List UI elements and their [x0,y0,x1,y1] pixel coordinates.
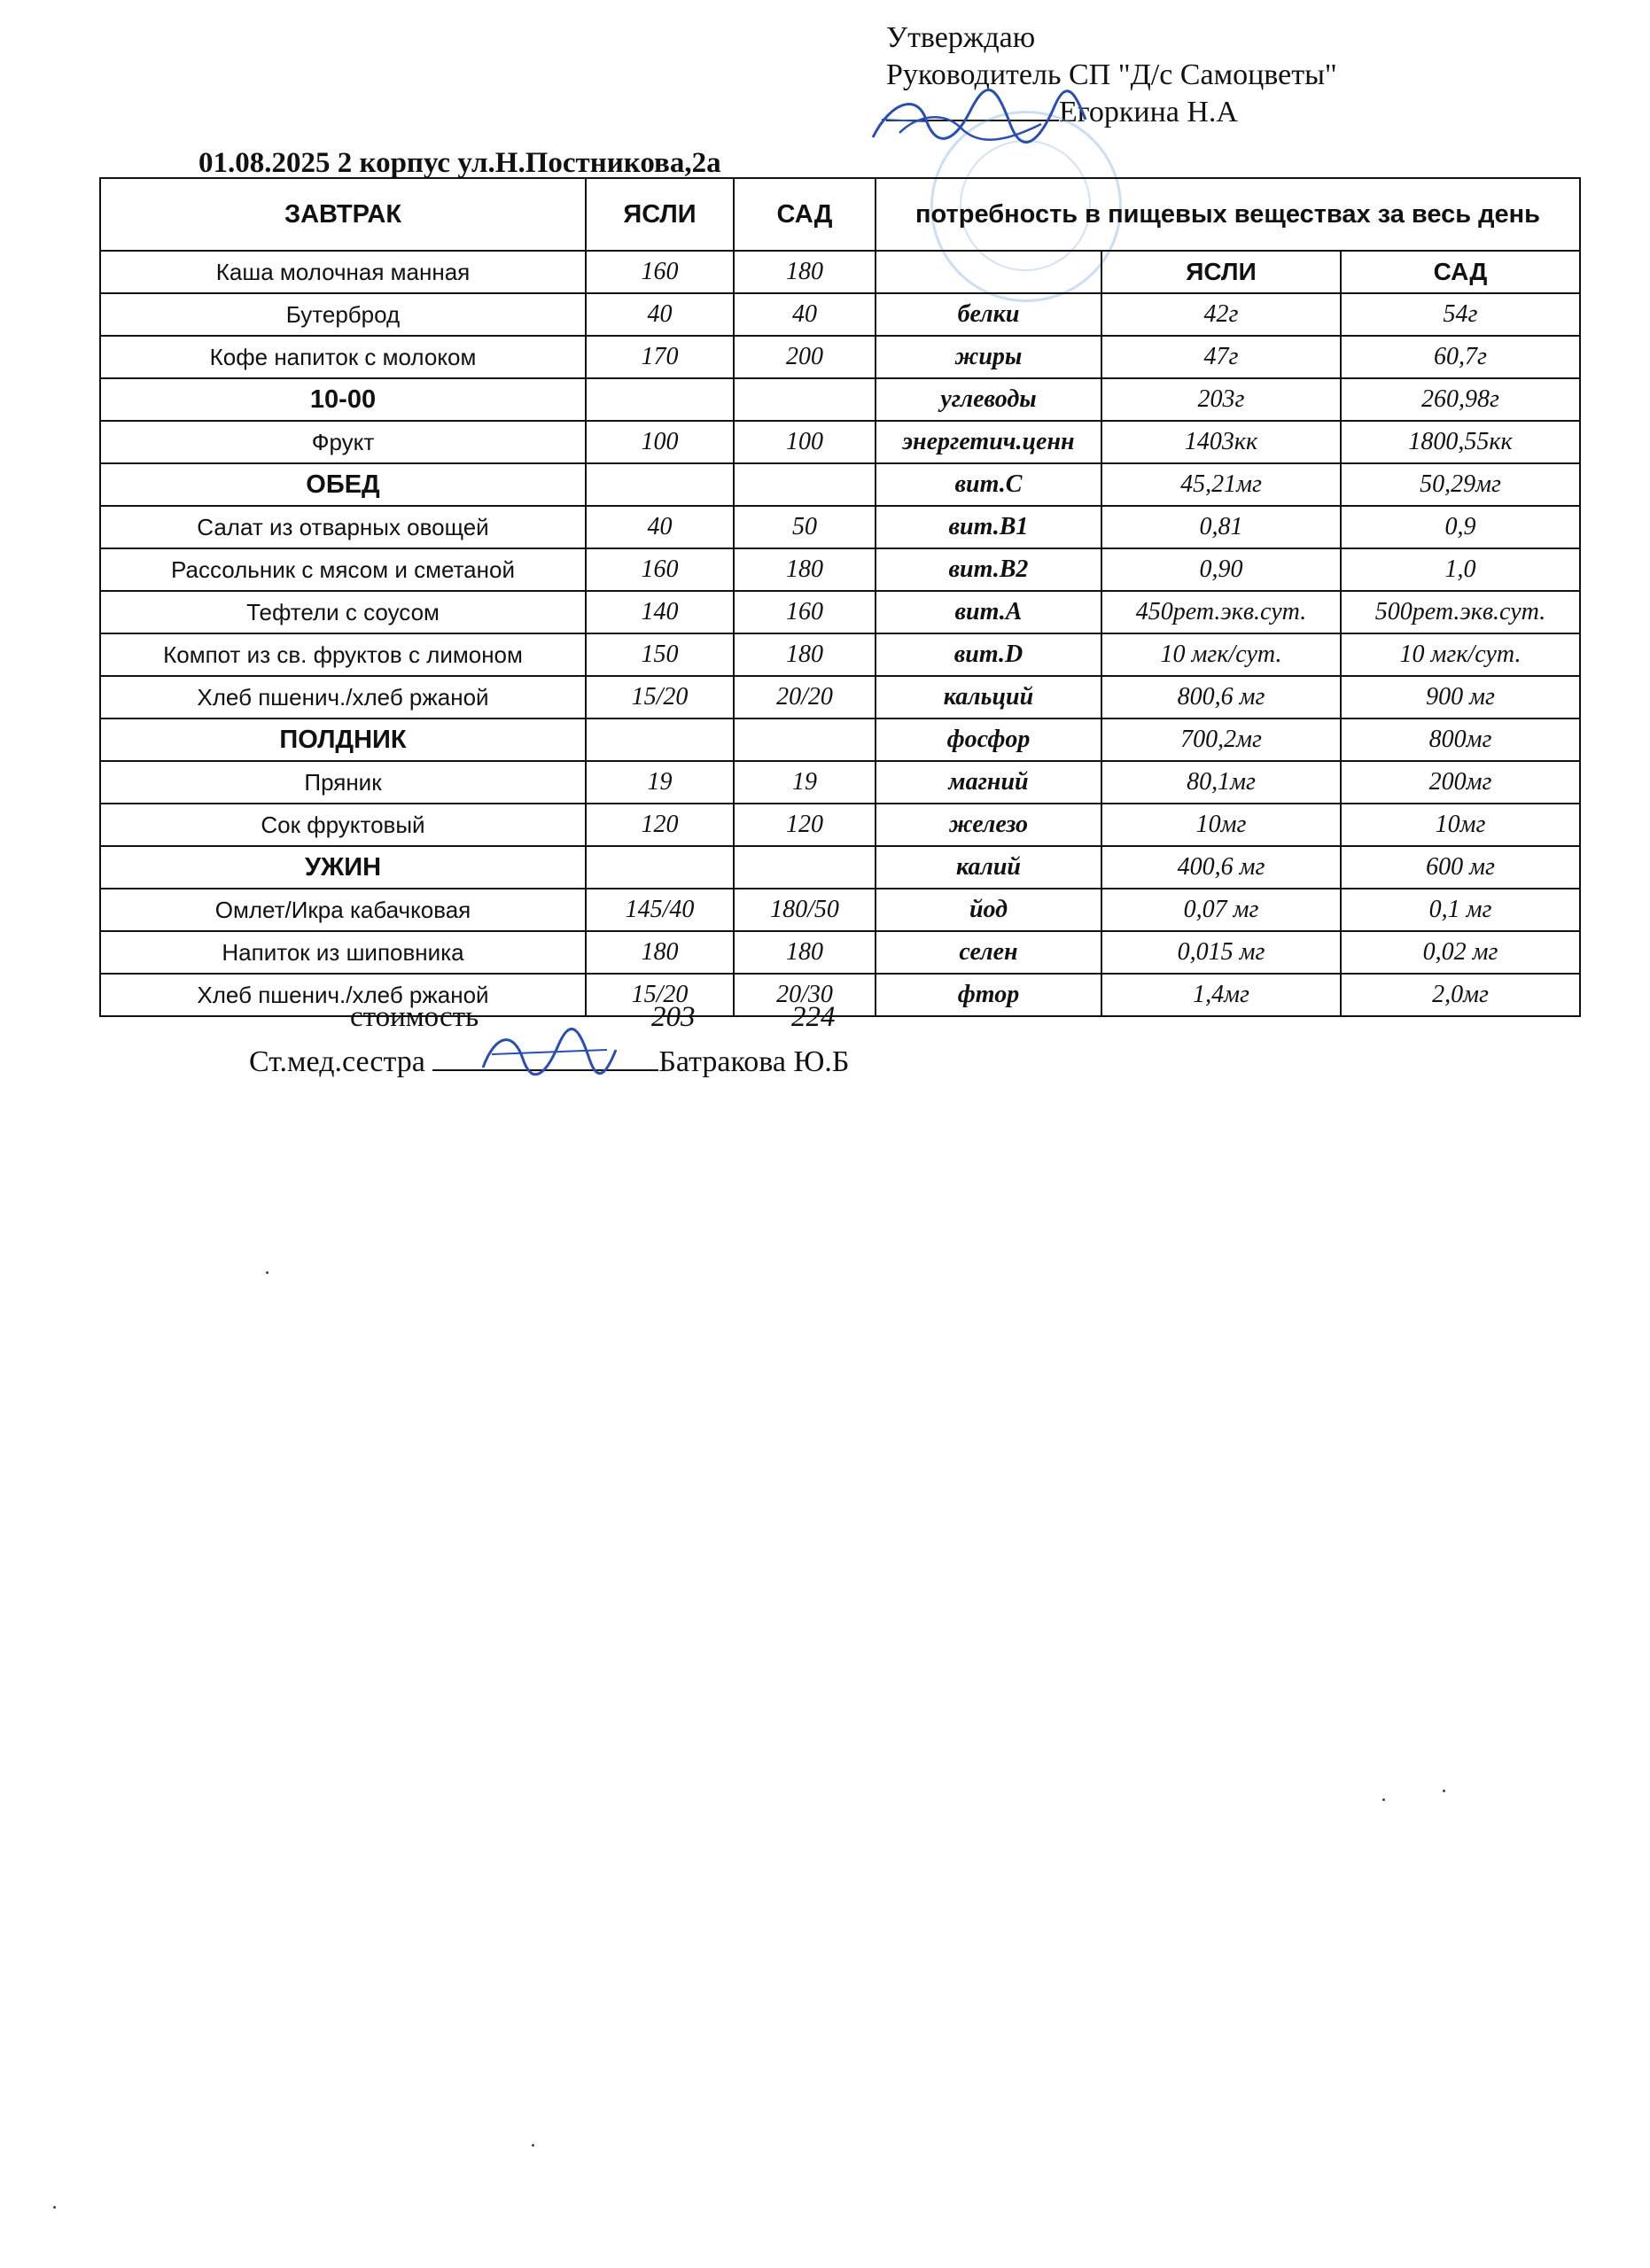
table-row [100,931,1580,974]
table-row [100,506,1580,548]
header-garden: САД [734,178,876,251]
garden-portion: 20/20 [734,676,876,718]
table-row [100,676,1580,718]
table-row [100,421,1580,463]
subheader-garden: САД [1341,251,1580,293]
approval-name: Егоркина Н.А [1059,96,1238,128]
table-row [100,251,1580,293]
nutrient-garden-value: 1,0 [1341,548,1580,591]
table-row [100,804,1580,846]
nutrient-nursery-value: 0,90 [1101,548,1341,591]
nursery-portion: 160 [586,548,734,591]
header-nutrient-needs: потребность в пищевых веществах за весь день [876,178,1580,251]
header-nursery: ЯСЛИ [586,178,734,251]
nursery-portion: 15/20 [586,676,734,718]
table-row [100,336,1580,378]
menu-date-address: 01.08.2025 2 корпус ул.Н.Постникова,2а [198,147,721,179]
footer-name: Батракова Ю.Б [658,1045,850,1078]
garden-portion: 120 [734,804,876,846]
nursery-portion [586,718,734,761]
nursery-portion [586,463,734,506]
nutrient-nursery-value: 45,21мг [1101,463,1341,506]
cost-nursery: 203 [651,1001,696,1033]
nutrient-garden-value: 50,29мг [1341,463,1580,506]
meal-section-label: УЖИН [100,846,586,889]
garden-portion: 180 [734,633,876,676]
nutrient-nursery-value: 42г [1101,293,1341,336]
dish-name: Бутерброд [100,293,586,336]
scan-speck [1382,1798,1385,1801]
dish-name: Напиток из шиповника [100,931,586,974]
nutrient-garden-value: 900 мг [1341,676,1580,718]
nursery-portion: 145/40 [586,889,734,931]
header-meal: ЗАВТРАК [100,178,586,251]
dish-name: Омлет/Икра кабачковая [100,889,586,931]
table-row [100,633,1580,676]
scan-speck [266,1271,269,1274]
subheader-nursery: ЯСЛИ [1101,251,1341,293]
menu-table [99,177,1581,1017]
dish-name: Компот из св. фруктов с лимоном [100,633,586,676]
nutrient-nursery-value: 10 мгк/сут. [1101,633,1341,676]
nutrient-garden-value: 10 мгк/сут. [1341,633,1580,676]
nutrient-nursery-value: 203г [1101,378,1341,421]
nursery-portion: 170 [586,336,734,378]
garden-portion [734,718,876,761]
meal-section-label: 10-00 [100,378,586,421]
dish-name: Кофе напиток с молоком [100,336,586,378]
nursery-portion: 150 [586,633,734,676]
nutrient-name: вит.В1 [876,506,1101,548]
dish-name: Салат из отварных овощей [100,506,586,548]
nursery-portion: 40 [586,506,734,548]
dish-name: Рассольник с мясом и сметаной [100,548,586,591]
nutrient-name: энергетич.ценн [876,421,1101,463]
nutrient-name [876,251,1101,293]
nutrient-name: фтор [876,974,1101,1016]
nursery-portion: 40 [586,293,734,336]
dish-name: Сок фруктовый [100,804,586,846]
garden-portion: 19 [734,761,876,804]
garden-portion: 200 [734,336,876,378]
nutrient-garden-value: 800мг [1341,718,1580,761]
nutrient-nursery-value: 400,6 мг [1101,846,1341,889]
garden-portion: 180 [734,548,876,591]
nutrient-nursery-value: 1403кк [1101,421,1341,463]
nursery-portion: 180 [586,931,734,974]
nursery-portion [586,846,734,889]
garden-portion: 180 [734,251,876,293]
nutrient-nursery-value: 0,07 мг [1101,889,1341,931]
garden-portion: 180 [734,931,876,974]
dish-name: Пряник [100,761,586,804]
scan-speck [53,2206,56,2209]
meal-section-label: ПОЛДНИК [100,718,586,761]
nutrient-name: йод [876,889,1101,931]
table-row [100,889,1580,931]
nursery-portion: 19 [586,761,734,804]
garden-portion: 160 [734,591,876,633]
table-row [100,974,1580,1016]
nutrient-nursery-value: 0,015 мг [1101,931,1341,974]
nutrient-name: железо [876,804,1101,846]
cost-garden: 224 [791,1001,836,1033]
nutrient-name: селен [876,931,1101,974]
nutrient-name: углеводы [876,378,1101,421]
meal-section-label: ОБЕД [100,463,586,506]
nutrient-garden-value: 200мг [1341,761,1580,804]
garden-portion [734,846,876,889]
table-row [100,293,1580,336]
nutrient-garden-value: 2,0мг [1341,974,1580,1016]
nurse-signature [474,1023,625,1085]
dish-name: Хлеб пшенич./хлеб ржаной [100,974,586,1016]
footer-role: Ст.мед.сестра [249,1045,425,1078]
nursery-portion: 100 [586,421,734,463]
nutrient-name: калий [876,846,1101,889]
nutrient-garden-value: 10мг [1341,804,1580,846]
nutrient-garden-value: 0,02 мг [1341,931,1580,974]
nutrient-garden-value: 0,1 мг [1341,889,1580,931]
nutrient-garden-value: 60,7г [1341,336,1580,378]
nutrient-name: кальций [876,676,1101,718]
nutrient-garden-value: 54г [1341,293,1580,336]
nursery-portion: 120 [586,804,734,846]
cost-label: стоимость [350,1001,479,1033]
dish-name: Хлеб пшенич./хлеб ржаной [100,676,586,718]
nutrient-nursery-value: 80,1мг [1101,761,1341,804]
garden-portion [734,378,876,421]
nutrient-garden-value: 260,98г [1341,378,1580,421]
garden-portion: 180/50 [734,889,876,931]
table-row [100,718,1580,761]
nutrient-name: вит.В2 [876,548,1101,591]
nutrient-name: магний [876,761,1101,804]
nutrient-nursery-value: 800,6 мг [1101,676,1341,718]
garden-portion [734,463,876,506]
nutrient-name: фосфор [876,718,1101,761]
dish-name: Каша молочная манная [100,251,586,293]
scan-speck [1443,1790,1445,1792]
nutrient-name: жиры [876,336,1101,378]
director-signature [864,84,1094,155]
nutrient-name: белки [876,293,1101,336]
nutrient-nursery-value: 450рет.экв.сут. [1101,591,1341,633]
garden-portion: 100 [734,421,876,463]
scan-speck [532,2144,534,2147]
nutrient-nursery-value: 10мг [1101,804,1341,846]
nutrient-garden-value: 600 мг [1341,846,1580,889]
nutrient-name: вит.С [876,463,1101,506]
table-row [100,548,1580,591]
nursery-portion: 140 [586,591,734,633]
table-row [100,846,1580,889]
table-header-row [100,178,1580,251]
nutrient-nursery-value: 47г [1101,336,1341,378]
table-row [100,378,1580,421]
nutrient-name: вит.D [876,633,1101,676]
table-row [100,591,1580,633]
table-row [100,463,1580,506]
nursery-portion: 15/20 [586,974,734,1016]
garden-portion: 20/30 [734,974,876,1016]
nutrient-garden-value: 0,9 [1341,506,1580,548]
nursery-portion: 160 [586,251,734,293]
dish-name: Тефтели с соусом [100,591,586,633]
nutrient-garden-value: 1800,55кк [1341,421,1580,463]
nutrient-nursery-value: 1,4мг [1101,974,1341,1016]
nutrient-nursery-value: 700,2мг [1101,718,1341,761]
garden-portion: 40 [734,293,876,336]
nutrient-garden-value: 500рет.экв.сут. [1341,591,1580,633]
approval-position: Руководитель СП "Д/с Самоцветы" [886,58,1337,91]
dish-name: Фрукт [100,421,586,463]
garden-portion: 50 [734,506,876,548]
nursery-portion [586,378,734,421]
approval-title: Утверждаю [886,21,1036,54]
nutrient-name: вит.А [876,591,1101,633]
nutrient-nursery-value: 0,81 [1101,506,1341,548]
table-row [100,761,1580,804]
